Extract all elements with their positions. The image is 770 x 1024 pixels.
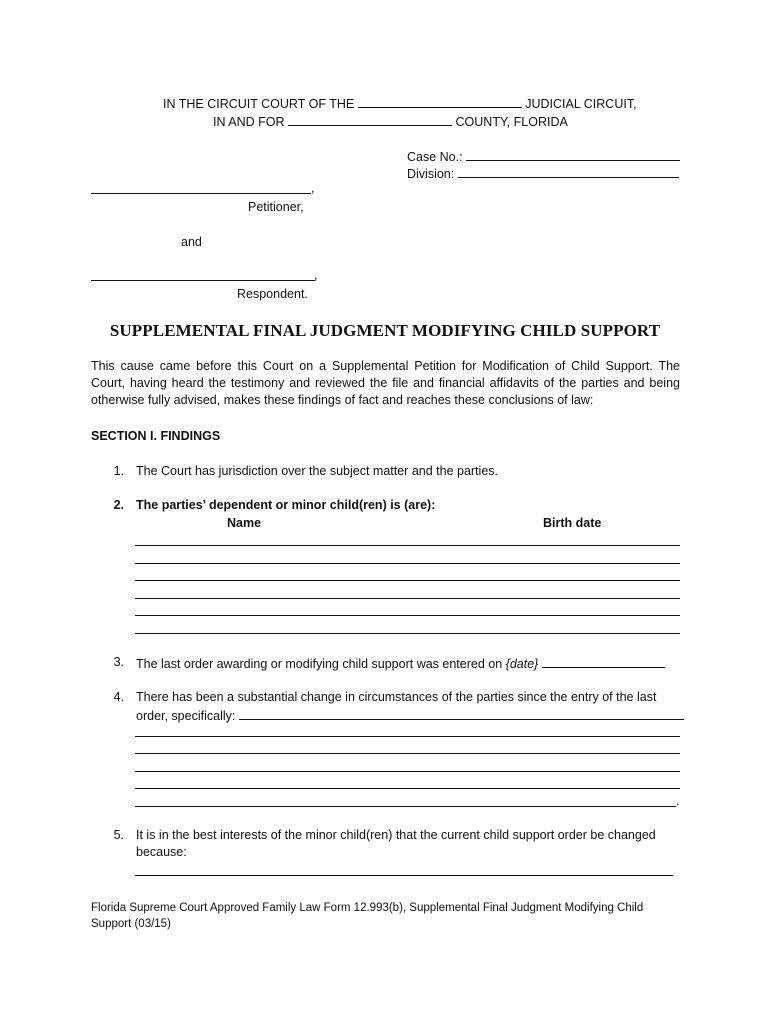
petitioner-name-field[interactable]: [91, 193, 311, 194]
case-no-label: Case No.:: [407, 150, 463, 164]
item-3-number: 3.: [113, 655, 124, 669]
item-4-line-1: There has been a substantial change in circumstances of the parties since the entry of the last: [136, 690, 657, 704]
court-header-line-2: [213, 113, 568, 129]
item-3-date-placeholder: {date}: [505, 657, 539, 671]
court-circuit-label: IN THE CIRCUIT COURT OF THE: [163, 97, 355, 111]
child-line-5[interactable]: [135, 615, 680, 616]
section-1-heading: SECTION I. FINDINGS: [91, 429, 221, 443]
item-2-text: The parties’ dependent or minor child(ren) is (are):: [136, 498, 436, 512]
item-4-number: 4.: [113, 690, 124, 704]
item-1-text: The Court has jurisdiction over the subject matter and the parties.: [136, 464, 498, 478]
division-row: [407, 165, 679, 181]
item-5-line-2: because:: [136, 845, 187, 859]
change-line-2[interactable]: [135, 753, 680, 754]
court-header-line-1: [163, 95, 637, 111]
intro-paragraph: This cause came before this Court on a Supplemental Petition for Modification of Child Support. The Court, having heard the testimony and reviewed the file and financial affidavits of the parties and being otherwise fully advised, makes these findings of fact and reaches these conclusions of law:: [91, 359, 680, 407]
county-florida-label: COUNTY, FLORIDA: [455, 115, 568, 129]
child-line-6[interactable]: [135, 633, 680, 634]
item-3-text: The last order awarding or modifying child support was entered on: [136, 657, 506, 671]
change-line-3[interactable]: [135, 771, 680, 772]
case-no-field[interactable]: [466, 148, 680, 161]
children-birth-date-column-header: Birth date: [543, 516, 602, 530]
best-interests-line-1[interactable]: [135, 875, 673, 876]
footer-line-2: Support (03/15): [91, 918, 171, 930]
child-line-3[interactable]: [135, 580, 680, 581]
in-and-for-label: IN AND FOR: [213, 115, 285, 129]
child-line-4[interactable]: [135, 598, 680, 599]
judicial-circuit-label: JUDICIAL CIRCUIT,: [525, 97, 637, 111]
item-4-line-2: order, specifically:: [136, 709, 236, 723]
item-3-row: [136, 655, 665, 671]
change-line-1[interactable]: [135, 736, 680, 737]
last-order-date-field[interactable]: [542, 655, 665, 668]
and-label: and: [181, 235, 202, 249]
respondent-label: Respondent.: [237, 287, 308, 301]
child-line-2[interactable]: [135, 563, 680, 564]
change-in-circumstances-field[interactable]: [239, 707, 684, 720]
footer-line-1: Florida Supreme Court Approved Family Law Form 12.993(b), Supplemental Final Judgment Modifying Child: [91, 902, 644, 914]
child-line-1[interactable]: [135, 545, 680, 546]
item-5-line-1: It is in the best interests of the minor child(ren) that the current child support order be changed: [136, 828, 656, 842]
change-line-5[interactable]: [135, 806, 676, 807]
respondent-comma: ,: [314, 268, 318, 282]
item-4-period: .: [676, 794, 680, 808]
division-field[interactable]: [458, 165, 679, 178]
change-line-4[interactable]: [135, 788, 680, 789]
respondent-name-field[interactable]: [91, 280, 315, 281]
case-no-row: [407, 148, 680, 164]
document-title: SUPPLEMENTAL FINAL JUDGMENT MODIFYING CHILD SUPPORT: [109, 321, 661, 340]
item-1-number: 1.: [113, 464, 124, 478]
item-2-number: 2.: [113, 498, 124, 512]
judicial-circuit-field[interactable]: [358, 95, 522, 108]
children-name-column-header: Name: [227, 516, 262, 530]
division-label: Division:: [407, 167, 455, 181]
item-5-number: 5.: [113, 828, 124, 842]
petitioner-label: Petitioner,: [248, 200, 304, 214]
petitioner-comma: ,: [311, 181, 315, 195]
item-4-line-2-row: [136, 707, 684, 723]
county-field[interactable]: [288, 113, 452, 126]
